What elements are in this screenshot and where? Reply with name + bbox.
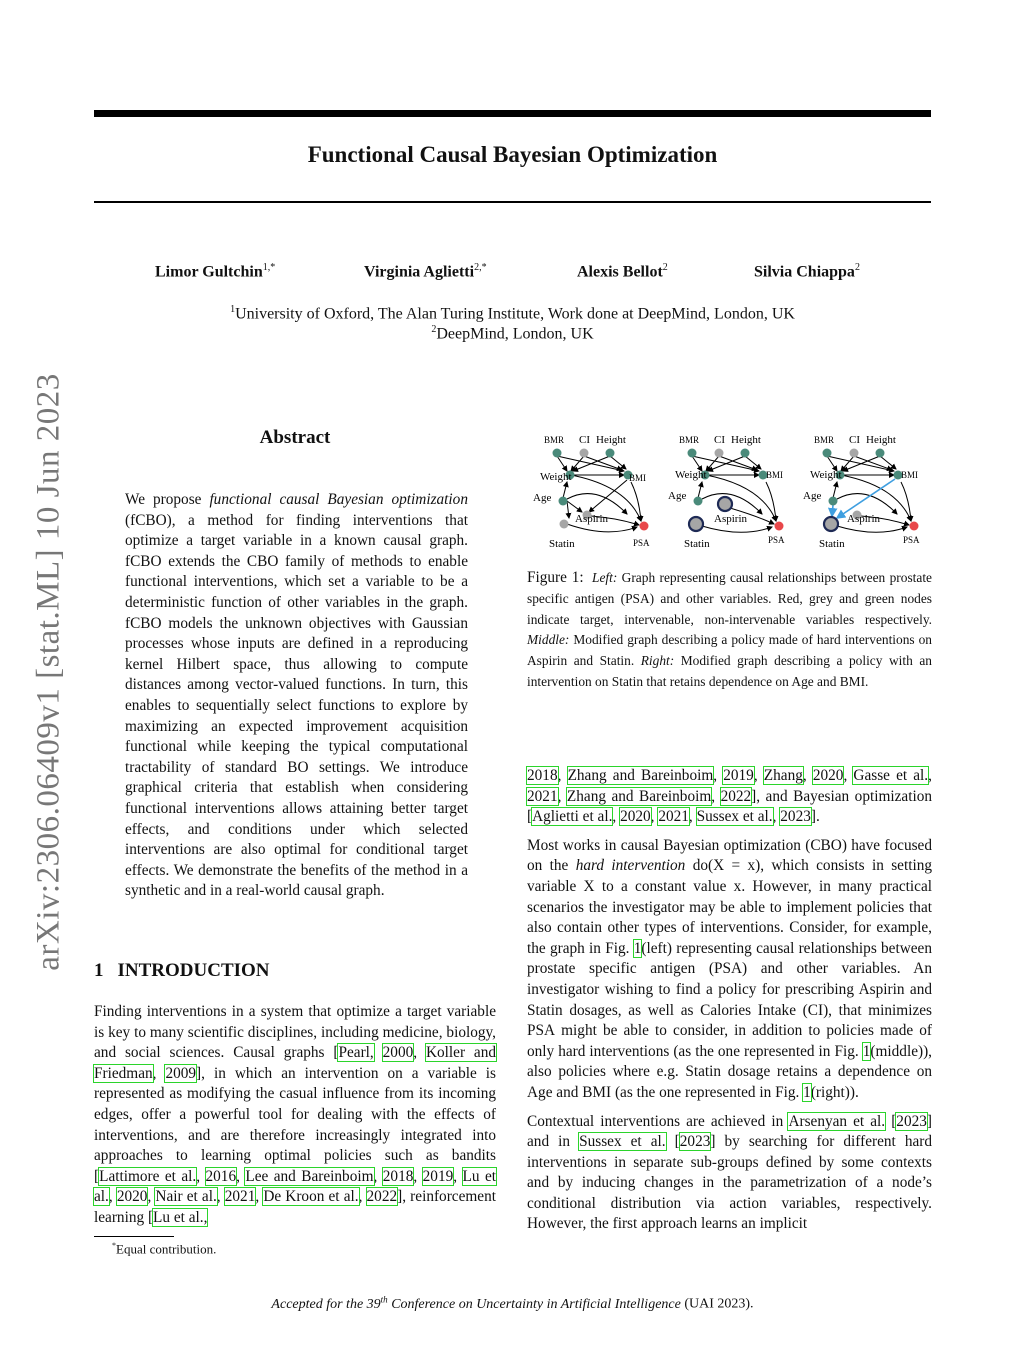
node-height bbox=[876, 449, 885, 458]
citation-link[interactable]: Sussex et al. bbox=[579, 1133, 666, 1151]
citation-link[interactable]: 2023 bbox=[896, 1112, 927, 1130]
edge bbox=[745, 456, 761, 469]
paragraph-contextual-interventions: Contextual interventions are achieved in Arsenyan et al. [2023] and in Sussex et al. [2023] by searching for different hard interventions in separate sub-groups defined by some contexts and by inducing changes in the parametrization of a node’s conditional distribution via action variables, respectively. However, the first approach learns an implicit bbox=[527, 1112, 933, 1233]
affiliation-1: $^1$University of Oxford, The Alan Turing Institute, Work done at DeepMind, London, UK bbox=[230, 304, 795, 323]
citation-link[interactable]: 2021 bbox=[527, 787, 558, 805]
label-height: Height bbox=[866, 434, 896, 446]
citation-link[interactable]: 2000 bbox=[382, 1044, 414, 1062]
edge bbox=[567, 494, 627, 514]
label-psa: PSA bbox=[633, 538, 650, 548]
top-rule bbox=[94, 110, 931, 117]
author-4: Silvia Chiappa$^2$ bbox=[754, 262, 860, 281]
section-heading-introduction: 1 INTRODUCTION bbox=[94, 960, 270, 981]
functional-edge-age-statin bbox=[832, 505, 833, 516]
figure-ref-link[interactable]: 1 bbox=[862, 1042, 871, 1060]
citation-link[interactable]: 2021 bbox=[224, 1188, 256, 1206]
label-bmr: BMR bbox=[814, 435, 835, 445]
label-height: Height bbox=[596, 434, 626, 446]
citation-link[interactable]: Pearl, bbox=[338, 1044, 374, 1062]
paper-title: Functional Causal Bayesian Optimization bbox=[307, 142, 718, 167]
figure-1-caption: Figure 1: Left: Graph representing causal relationships between prostate specific antigen (PSA) and other variables. Red, grey and green nodes indicate target, intervenable, non-intervenable variables respectively. Middle: Modified graph describing a policy made of hard interventions on Aspirin and Statin. Right: Modified graph describing a policy with an intervention on Statin that retains dependence on Age and BMI. bbox=[527, 569, 932, 689]
citation-link[interactable]: 2020 bbox=[116, 1188, 148, 1206]
label-psa: PSA bbox=[768, 535, 785, 545]
paragraph-hard-interventions: Most works in causal Bayesian optimization (CBO) have focused on the hard intervention do(X = x), which consists in setting variable X to a constant value x. However, in many practical scenarios the investigator may be able to implement policies that also contain other types of interventions. Consider, for example, the graph in Fig. 1(left) representing causal relationships between prostate specific antigen (PSA) and other variables. An investigator wishing to find a policy for prescribing Aspirin and Statin dosages, as well as Calories Intake (CI), that minimizes PSA might be able to consider, in addition to policies made of only hard interventions (as the one represented in Fig. 1(middle)), also policies where e.g. Statin dosage retains a dependence on Age and BMI (as the one represented in Fig. 1(right)). bbox=[527, 836, 933, 1101]
citation-link[interactable]: Zhang bbox=[763, 767, 803, 784]
citation-link[interactable]: 2018 bbox=[382, 1167, 414, 1185]
node-bmr bbox=[823, 449, 832, 458]
figure-ref-link[interactable]: 1 bbox=[803, 1083, 811, 1101]
citation-link[interactable]: Koller and Friedman bbox=[94, 1044, 497, 1082]
citation-link[interactable]: 2016 bbox=[205, 1167, 237, 1185]
citation-link[interactable]: 2021 bbox=[658, 808, 689, 826]
label-height: Height bbox=[731, 434, 761, 446]
figure-1-causal-graphs bbox=[527, 428, 932, 560]
right-column-body bbox=[527, 766, 932, 1243]
affiliation-2: $^2$DeepMind, London, UK bbox=[431, 324, 594, 343]
citation-link[interactable]: 2019 bbox=[723, 767, 754, 784]
edge bbox=[567, 524, 637, 532]
citation-link[interactable]: Zhang and Bareinboim bbox=[566, 787, 712, 805]
label-age: Age bbox=[668, 490, 687, 502]
citation-link[interactable]: 2022 bbox=[720, 787, 752, 805]
label-weight: Weight bbox=[675, 469, 707, 481]
citation-link[interactable]: Nair et al. bbox=[155, 1188, 217, 1206]
citation-link[interactable]: De Kroon et al. bbox=[263, 1188, 359, 1206]
node-bmr bbox=[688, 449, 697, 458]
label-bmr: BMR bbox=[544, 435, 565, 445]
figure-ref-link[interactable]: 1 bbox=[633, 939, 642, 957]
arxiv-identifier: arXiv:2306.06409v1 [stat.ML] 10 Jun 2023 bbox=[30, 373, 67, 971]
citation-link[interactable]: Gasse et al. bbox=[853, 767, 929, 784]
edge bbox=[837, 526, 907, 532]
edge bbox=[880, 456, 896, 469]
node-statin-intervened bbox=[824, 517, 838, 531]
citation-link[interactable]: Sussex et al. bbox=[696, 808, 773, 826]
node-ci bbox=[850, 449, 859, 458]
citation-link[interactable]: Arsenyan et al. bbox=[788, 1112, 886, 1130]
node-age bbox=[559, 497, 568, 506]
author-3: Alexis Bellot$^2$ bbox=[577, 262, 668, 281]
title-rule bbox=[94, 201, 931, 203]
edge bbox=[901, 482, 911, 521]
footnote: *Equal contribution. bbox=[112, 1241, 217, 1257]
node-ci bbox=[580, 449, 589, 458]
graph-left bbox=[533, 434, 650, 550]
author-1: Limor Gultchin$^{1,*}$ bbox=[155, 262, 276, 281]
edge bbox=[766, 482, 776, 521]
node-psa bbox=[640, 522, 649, 531]
label-weight: Weight bbox=[810, 469, 842, 481]
label-bmi: BMI bbox=[901, 470, 919, 480]
edge bbox=[563, 482, 567, 498]
graph-middle bbox=[668, 434, 785, 550]
label-bmi: BMI bbox=[766, 470, 784, 480]
citation-link[interactable]: 2022 bbox=[366, 1188, 398, 1206]
footnote-rule bbox=[94, 1236, 174, 1237]
node-aspirin-intervened bbox=[718, 497, 732, 511]
node-height bbox=[741, 449, 750, 458]
label-bmr: BMR bbox=[679, 435, 700, 445]
node-age bbox=[829, 497, 838, 506]
label-aspirin: Aspirin bbox=[575, 513, 608, 525]
edge bbox=[610, 456, 626, 469]
label-aspirin: Aspirin bbox=[714, 513, 747, 525]
conference-note: Accepted for the 39th Conference on Uncertainty in Artificial Intelligence (UAI 2023). bbox=[271, 1294, 754, 1312]
label-ci: CI bbox=[714, 434, 725, 446]
citation-link[interactable]: 2009 bbox=[165, 1064, 197, 1082]
node-age bbox=[694, 497, 703, 506]
paragraph-citations-continued: 2018, Zhang and Bareinboim, 2019, Zhang, 2020, Gasse et al., 2021, Zhang and Bareinboim, 2022], and Bayesian optimization [Aglietti et al., 2020, 2021, Sussex et al., 2023]. bbox=[527, 767, 932, 826]
edge bbox=[631, 482, 641, 521]
graph-right bbox=[803, 434, 920, 550]
citation-link[interactable]: 2019 bbox=[422, 1167, 454, 1185]
label-bmi: BMI bbox=[629, 473, 647, 483]
label-ci: CI bbox=[849, 434, 860, 446]
edge bbox=[837, 494, 897, 514]
citation-link[interactable]: 2020 bbox=[620, 808, 651, 826]
citation-link[interactable]: Lee and Bareinboim bbox=[245, 1167, 374, 1185]
label-age: Age bbox=[803, 490, 822, 502]
citation-link[interactable]: 2023 bbox=[780, 808, 811, 826]
citation-link[interactable]: Lattimore et al. bbox=[99, 1167, 197, 1185]
citation-link[interactable]: 2018 bbox=[527, 767, 558, 784]
node-psa bbox=[775, 522, 784, 531]
edge bbox=[567, 501, 582, 512]
abstract-body: We propose functional causal Bayesian optimization (fCBO), a method for finding interventions that optimize a target variable in a known causal graph. fCBO extends the CBO family of methods to enable functional interventions, which set a variable to be a deterministic function of other variables in the graph. fCBO models the unknown objectives with Gaussian processes whose inputs are defined in a reproducing kernel Hilbert space, thus allowing to compute distances among vector-valued functions. In turn, this enables to sequentially select functions to explore by maximizing an expected improvement acquisition functional while keeping the typical computational tractability of standard BO settings. We introduce graphical criteria that establish when considering functional interventions allows attaining better target effects, and conditions under which selected interventions are also optimal for conditional target effects. We demonstrate the benefits of the method in a synthetic and in a real-world causal graph. bbox=[125, 491, 468, 900]
citation-link[interactable]: Lu et al., bbox=[153, 1208, 208, 1226]
label-age: Age bbox=[533, 492, 552, 504]
edge bbox=[698, 482, 702, 498]
label-weight: Weight bbox=[540, 471, 572, 483]
edge bbox=[567, 501, 569, 518]
label-aspirin: Aspirin bbox=[847, 513, 880, 525]
edge bbox=[702, 526, 772, 532]
node-ci bbox=[715, 449, 724, 458]
node-statin bbox=[560, 520, 569, 529]
label-statin: Statin bbox=[549, 538, 575, 550]
citation-link[interactable]: Aglietti et al. bbox=[532, 808, 613, 826]
citation-link[interactable]: Lu et al. bbox=[94, 1167, 497, 1206]
node-height bbox=[606, 449, 615, 458]
node-bmr bbox=[553, 449, 562, 458]
abstract-heading: Abstract bbox=[259, 427, 331, 448]
label-statin: Statin bbox=[819, 538, 845, 550]
citation-link[interactable]: 2023 bbox=[679, 1133, 711, 1151]
node-statin-intervened bbox=[689, 517, 703, 531]
node-psa bbox=[910, 522, 919, 531]
intro-paragraph: Finding interventions in a system that optimize a target variable is key to many scientific disciplines, including medicine, biology, and social sciences. Causal graphs [Pearl, 2000, Koller and Friedman, 2009], in which an intervention on a variable is represented as modifying the casual influence from its incoming edges, offer a powerful tool for dealing with the effects of interventions, and are therefore increasingly integrated into approaches to learning optimal policies such as bandits [Lattimore et al., 2016, Lee and Bareinboim, 2018, 2019, Lu et al., 2020, Nair et al., 2021, De Kroon et al., 2022], reinforcement learning [Lu et al., bbox=[94, 1003, 497, 1226]
label-psa: PSA bbox=[903, 535, 920, 545]
edge bbox=[833, 482, 837, 498]
citation-link[interactable]: 2020 bbox=[812, 767, 844, 784]
citation-link[interactable]: Zhang and Bareinboim bbox=[567, 767, 714, 784]
label-statin: Statin bbox=[684, 538, 710, 550]
author-2: Virginia Aglietti$^{2,*}$ bbox=[364, 262, 487, 281]
label-ci: CI bbox=[579, 434, 590, 446]
